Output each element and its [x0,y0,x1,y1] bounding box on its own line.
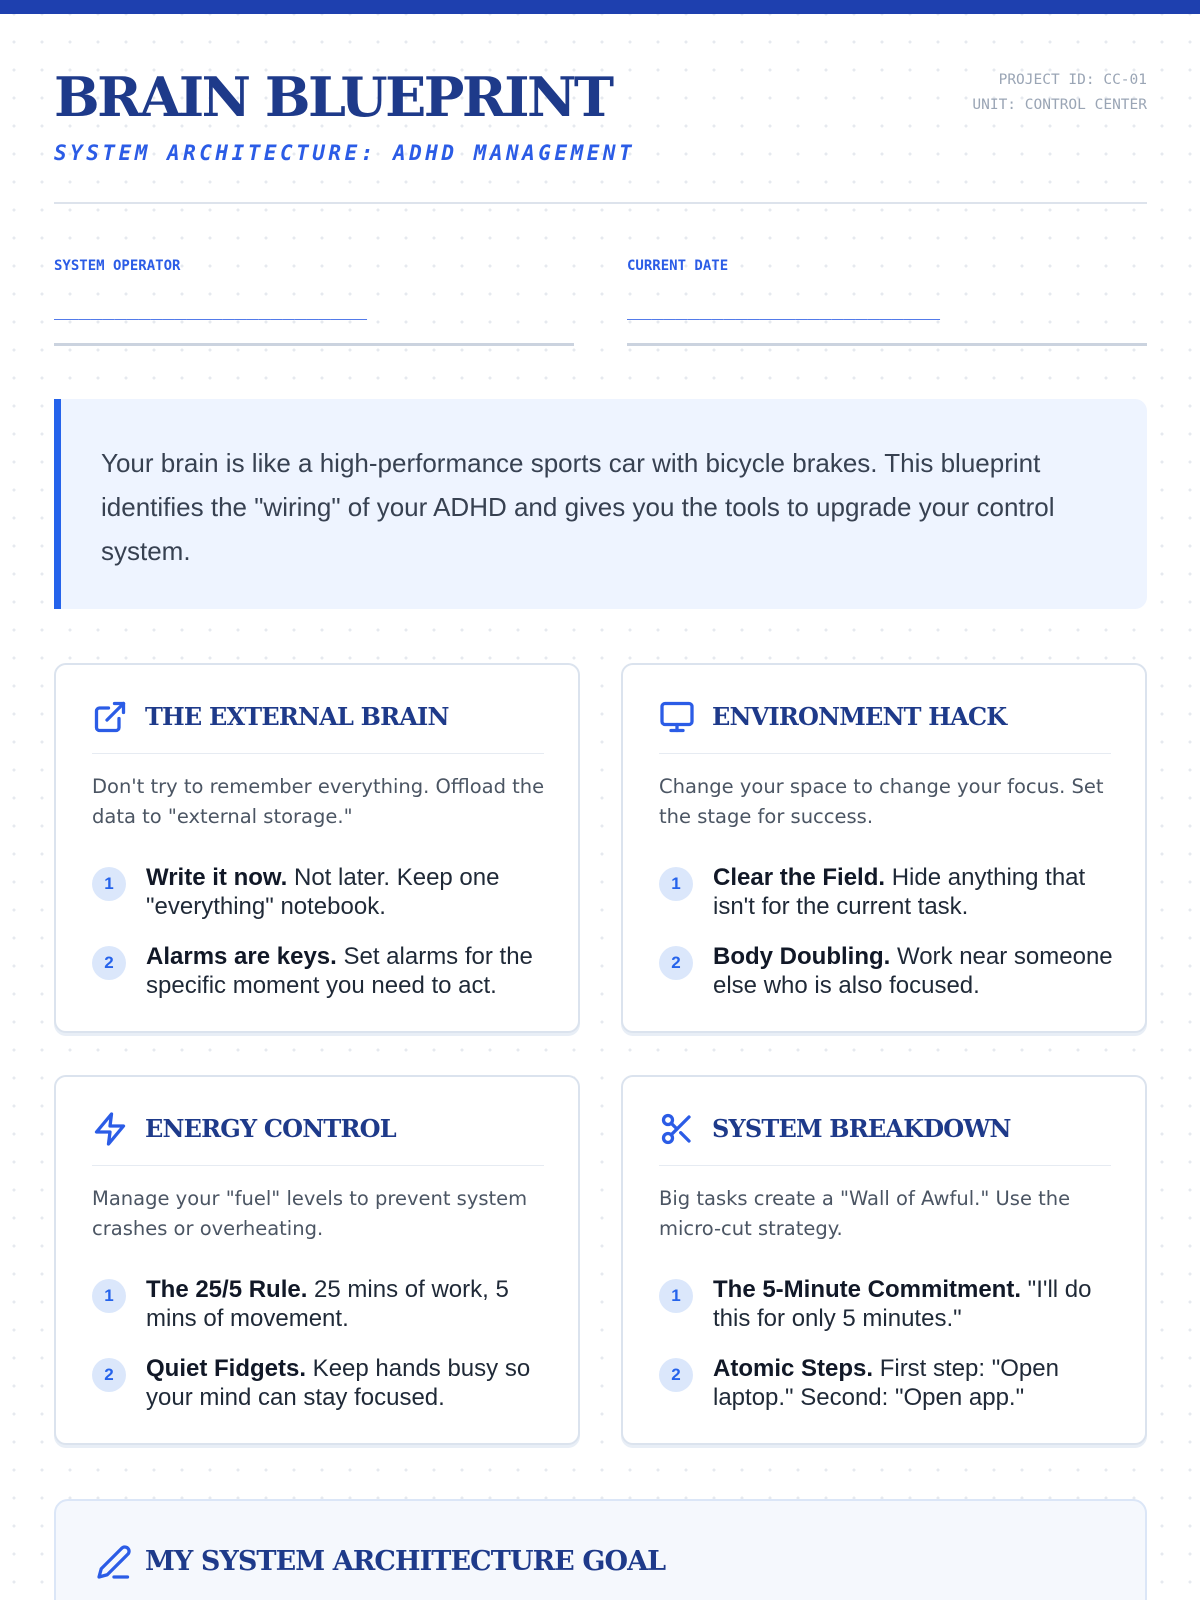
step-body: Set alarms for the specific moment you need to act. [146,943,533,999]
step-number: 1 [659,867,693,901]
header [54,0,1147,204]
card-external-brain [54,663,580,1033]
card-system-breakdown [621,1075,1147,1445]
card-header [92,1111,544,1166]
card-title: THE EXTERNAL BRAIN [145,702,449,731]
date-field[interactable] [627,258,1147,346]
step-body: First step: "Open laptop." Second: "Open app." [713,1355,1059,1411]
intro-callout: Your brain is like a high-performance sports car with bicycle brakes. This blueprint identifies the "wiring" of your ADHD and gives you the tools to upgrade your control system. [54,399,1147,609]
step-heading: The 5-Minute Commitment. [713,1276,1022,1303]
step-heading: Quiet Fidgets. [146,1355,307,1382]
operator-label: SYSTEM OPERATOR [54,258,181,274]
step-number: 2 [659,1358,693,1392]
worksheet-page [54,0,1147,1577]
step-number: 1 [92,867,126,901]
step-body: Keep hands busy so your mind can stay focused. [146,1355,531,1411]
step-text [146,942,558,1000]
card-header [659,1111,1111,1166]
step-heading: Alarms are keys. [146,943,337,970]
step-number: 2 [92,946,126,980]
lightning-icon [92,1111,128,1147]
step-number: 1 [659,1279,693,1313]
step-heading: Write it now. [146,864,288,891]
scissors-icon [659,1111,695,1147]
step-text [146,1275,558,1333]
page-subtitle: SYSTEM ARCHITECTURE: ADHD MANAGEMENT [54,141,636,165]
step-number: 2 [659,946,693,980]
step-body: "I'll do this for only 5 minutes." [713,1276,1092,1332]
card-energy-control [54,1075,580,1445]
step-heading: Body Doubling. [713,943,891,970]
step-text [146,863,558,921]
step-body: Not later. Keep one "everything" notebook. [146,864,500,920]
card-environment-hack [621,663,1147,1033]
step-heading: The 25/5 Rule. [146,1276,308,1303]
card-description: Manage your "fuel" levels to prevent system crashes or overheating. [92,1187,528,1240]
external-link-icon [92,699,128,735]
operator-field[interactable] [54,258,574,346]
pencil-icon [96,1544,132,1580]
step-text [713,942,1125,1000]
step-text [146,1354,558,1412]
card-header [92,699,544,754]
step-number: 1 [92,1279,126,1313]
card-header [659,699,1111,754]
goal-title: MY SYSTEM ARCHITECTURE GOAL [145,1546,666,1577]
date-blank[interactable]: __________________________ [627,296,941,320]
step-number: 2 [92,1358,126,1392]
step-body: Hide anything that isn't for the current task. [713,864,1086,920]
card-description: Change your space to change your focus. Set the stage for success. [659,775,1104,828]
step-heading: Atomic Steps. [713,1355,874,1382]
monitor-icon [659,699,695,735]
card-title: ENVIRONMENT HACK [712,702,1007,731]
project-meta [972,68,1147,118]
step-heading: Clear the Field. [713,864,886,891]
card-description: Big tasks create a "Wall of Awful." Use the micro-cut strategy. [659,1187,1071,1240]
page-title: BRAIN BLUEPRINT [54,65,612,129]
card-title: SYSTEM BREAKDOWN [712,1114,1011,1143]
date-label: CURRENT DATE [627,258,729,274]
goal-section [54,1499,1147,1600]
step-text [713,1275,1125,1333]
project-id: PROJECT ID: CC-01 [998,72,1147,88]
operator-blank[interactable]: __________________________ [54,296,368,320]
step-body: 25 mins of work, 5 mins of movement. [146,1276,509,1332]
project-unit: UNIT: CONTROL CENTER [972,97,1147,113]
info-fields [54,258,1147,348]
card-title: ENERGY CONTROL [145,1114,396,1143]
card-description: Don't try to remember everything. Offload the data to "external storage." [92,775,545,828]
step-body: Work near someone else who is also focused. [713,943,1113,999]
step-text [713,1354,1125,1412]
step-text [713,863,1125,921]
